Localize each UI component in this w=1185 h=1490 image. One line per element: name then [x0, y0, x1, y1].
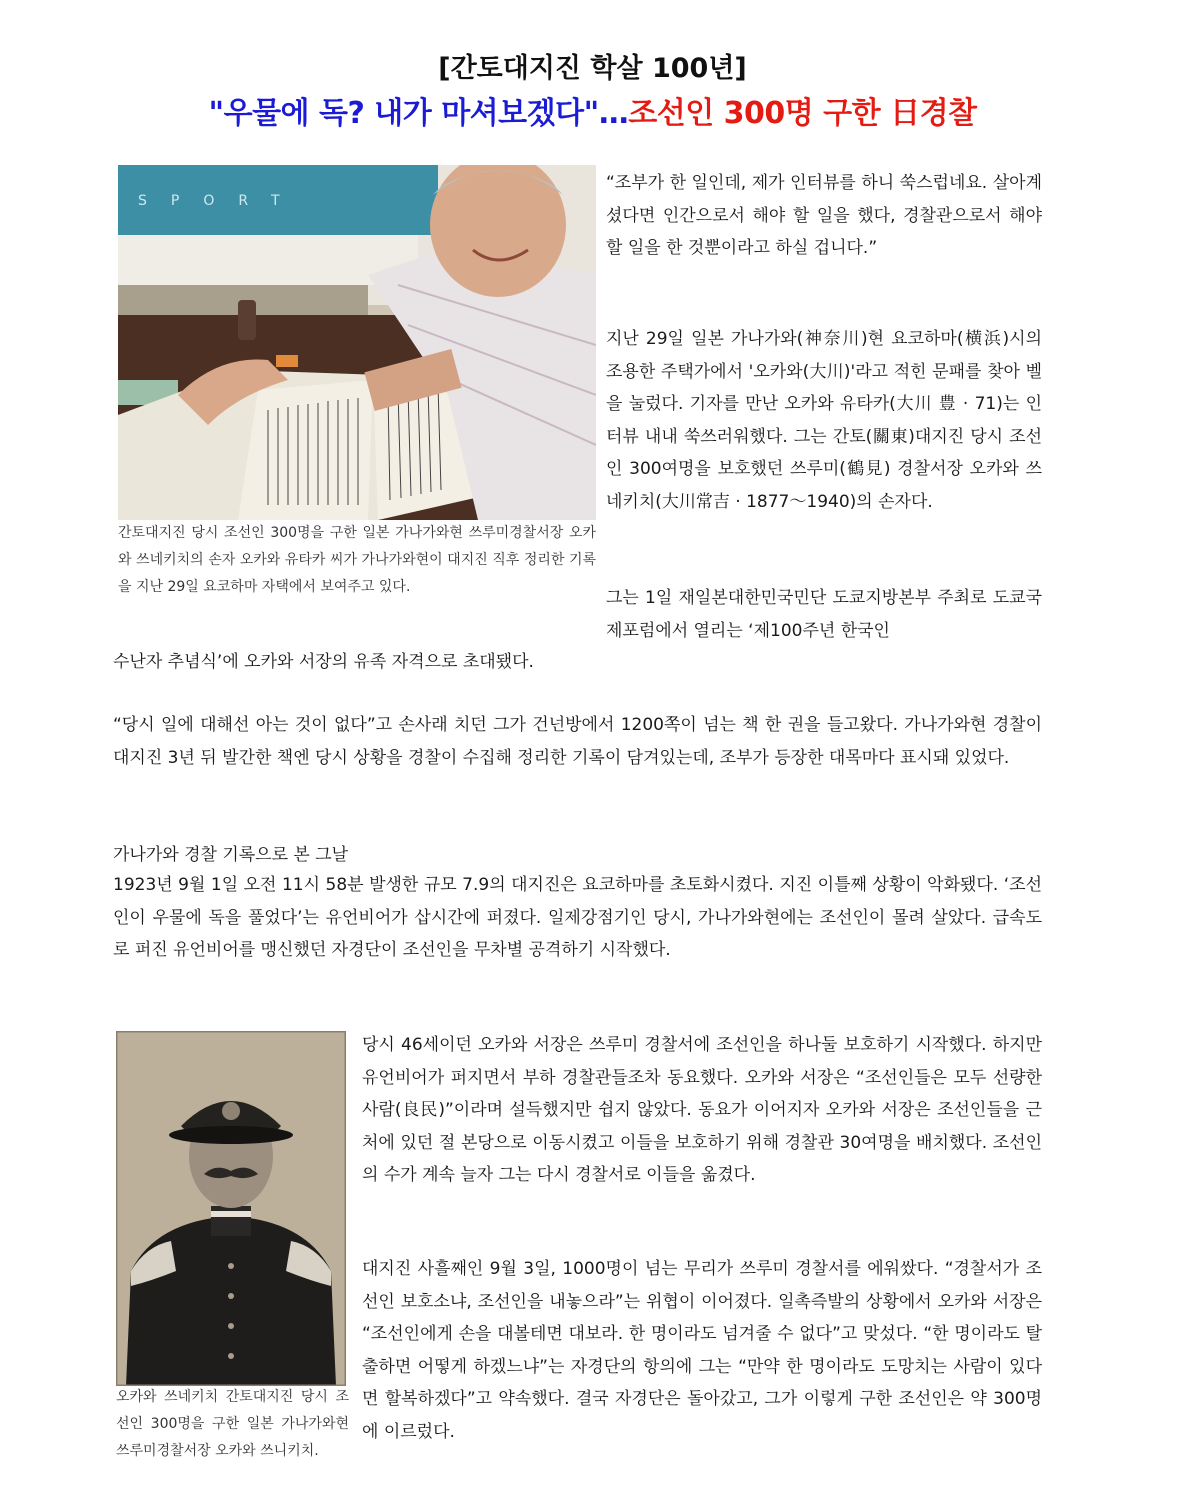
section-subhead: 가나가와 경찰 기록으로 본 그날 [113, 845, 349, 865]
police-chief-portrait-photo [116, 1031, 346, 1386]
kicker: [간토대지진 학살 100년] [438, 53, 747, 84]
headline-quote: "우물에 독? 내가 마셔보겠다"… [208, 96, 629, 131]
book-paragraph: “당시 일에 대해선 아는 것이 없다”고 손사래 치던 그가 건넌방에서 1200쪽이 넘는 책 한 권을 들고왔다. 가나가와현 경찰이 대지진 3년 뒤 발간한 책엔 당시 상황을 경찰이 수집해 정리한 기록이 담겨있는데, 조부가 등장한 대목마다 표시돼 있었다. [113, 715, 1042, 768]
photo1-caption: 간토대지진 당시 조선인 300명을 구한 일본 가나가와현 쓰루미경찰서장 오카와 쓰네키치의 손자 오카와 유타카 씨가 가나가와현이 대지진 직후 정리한 기록을 지난 29일 요코하마 자택에서 보여주고 있다. [118, 525, 596, 595]
photo2-caption: 오카와 쓰네키치 간토대지진 당시 조선인 300명을 구한 일본 가나가와현 쓰루미경찰서장 오카와 쓰니키치. [116, 1389, 349, 1459]
invitation-paragraph-a: 그는 1일 재일본대한민국민단 도쿄지방본부 주최로 도쿄국제포럼에서 열리는 ‘제100주년 한국인 [606, 588, 1042, 641]
photo-grandson-with-record [118, 165, 596, 520]
invitation-paragraph-b: 수난자 추념식’에 오카와 서장의 유족 자격으로 초대됐다. [113, 652, 534, 672]
intro-paragraph: 지난 29일 일본 가나가와(神奈川)현 요코하마(横浜)시의 조용한 주택가에서 '오카와(大川)'라고 적힌 문패를 찾아 벨을 눌렀다. 기자를 만난 오카와 유타카(大川 豊 · 71)는 인터뷰 내내 쑥쓰러워했다. 그는 간토(關東)대지진 당시 조선인 300여명을 보호했던 쓰루미(鶴見) 경찰서장 오카와 쓰네키치(大川常吉 · 1877～1940)의 손자다. [606, 329, 1042, 512]
man-with-book-photo [118, 165, 596, 520]
svg-text:SPORT: SPORT [138, 193, 304, 209]
photo-police-chief [116, 1031, 346, 1386]
earthquake-paragraph: 1923년 9월 1일 오전 11시 58분 발생한 규모 7.9의 대지진은 요코하마를 초토화시켰다. 지진 이틀째 상황이 악화됐다. ‘조선인이 우물에 독을 풀었다’는 유언비어가 삽시간에 퍼졌다. 일제강점기인 당시, 가나가와현에는 조선인이 몰려 살았다. 급속도로 퍼진 유언비어를 맹신했던 자경단이 조선인을 무차별 공격하기 시작했다. [113, 875, 1042, 960]
protection-paragraph: 당시 46세이던 오카와 서장은 쓰루미 경찰서에 조선인을 하나둘 보호하기 시작했다. 하지만 유언비어가 퍼지면서 부하 경찰관들조차 동요했다. 오카와 서장은 “조선인들은 모두 선량한 사람(良民)”이라며 설득했지만 쉽지 않았다. 동요가 이어지자 오카와 서장은 조선인들을 근처에 있던 절 본당으로 이동시켰고 이들을 보호하기 위해 경찰관 30여명을 배치했다. 조선인의 수가 계속 늘자 그는 다시 경찰서로 이들을 옮겼다. [362, 1035, 1042, 1185]
standoff-paragraph: 대지진 사흘째인 9월 3일, 1000명이 넘는 무리가 쓰루미 경찰서를 에워쌌다. “경찰서가 조선인 보호소냐, 조선인을 내놓으라”는 위협이 이어졌다. 일촉즉발의 상황에서 오카와 서장은 “조선인에게 손을 대볼테면 대보라. 한 명이라도 넘겨줄 수 없다”고 맞섰다. “한 명이라도 탈출하면 어떻게 하겠느냐”는 자경단의 항의에 그는 “만약 한 명이라도 도망치는 사람이 있다면 할복하겠다”고 약속했다. 결국 자경단은 돌아갔고, 그가 이렇게 구한 조선인은 약 300명에 이르렀다. [362, 1259, 1042, 1442]
headline-main: 조선인 300명 구한 日경찰 [628, 96, 977, 131]
headline [0, 88, 1185, 132]
quote-paragraph: “조부가 한 일인데, 제가 인터뷰를 하니 쑥스럽네요. 살아계셨다면 인간으로서 해야 할 일을 했다, 경찰관으로서 해야 할 일을 한 것뿐이라고 하실 겁니다.” [606, 173, 1042, 258]
